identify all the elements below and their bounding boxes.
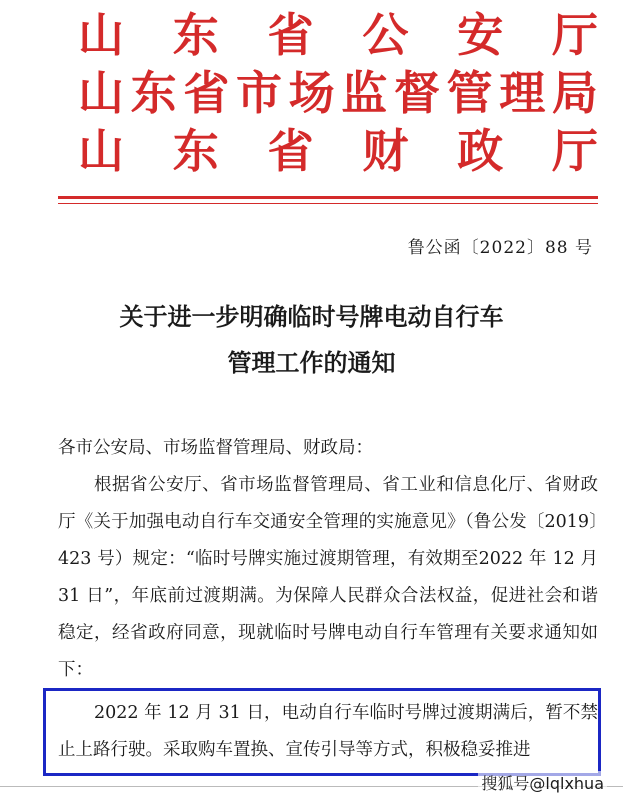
issuer-char: 东 bbox=[172, 8, 219, 62]
issuer-char: 厅 bbox=[551, 124, 598, 178]
issuer-char: 山 bbox=[78, 124, 124, 178]
highlighted-paragraph bbox=[58, 695, 598, 769]
issuer-char: 局 bbox=[551, 66, 598, 120]
issuer-char: 厅 bbox=[551, 8, 598, 62]
issuer-char: 场 bbox=[288, 66, 335, 120]
issuer-char: 市 bbox=[235, 66, 282, 120]
issuer-char: 理 bbox=[499, 66, 546, 120]
title-line-1: 关于进一步明确临时号牌电动自行车 bbox=[119, 302, 504, 331]
issuer-char: 省 bbox=[183, 66, 230, 120]
issuer-char: 公 bbox=[362, 8, 409, 62]
issuer-char: 安 bbox=[457, 8, 504, 62]
issuer-market-supervision bbox=[78, 64, 598, 122]
document-number: 鲁公函〔2022〕88 号 bbox=[407, 238, 593, 258]
issuer-header bbox=[78, 6, 598, 180]
issuer-char: 山 bbox=[78, 8, 124, 62]
issuer-char: 监 bbox=[341, 66, 388, 120]
issuer-char: 财 bbox=[362, 124, 409, 178]
red-divider-thin bbox=[58, 203, 598, 204]
watermark-text: 搜狐号@lqlxhua bbox=[478, 771, 607, 794]
issuer-public-security bbox=[78, 6, 598, 64]
salutation: 各市公安局、市场监督管理局、财政局： bbox=[58, 438, 373, 458]
red-divider-thick bbox=[58, 196, 598, 199]
issuer-finance bbox=[78, 122, 598, 180]
issuer-char: 山 bbox=[78, 66, 124, 120]
issuer-char: 省 bbox=[267, 124, 314, 178]
highlighted-text: 2022 年 12 月 31 日，电动自行车临时号牌过渡期满后，暂不禁止上路行驶。采取购车置换、宣传引导等方式，积极稳妥推进 bbox=[58, 703, 598, 760]
document-title bbox=[0, 294, 623, 386]
issuer-char: 省 bbox=[267, 8, 314, 62]
issuer-char: 东 bbox=[172, 124, 219, 178]
title-line-2: 管理工作的通知 bbox=[227, 348, 396, 377]
document-body bbox=[58, 430, 598, 689]
issuer-char: 东 bbox=[130, 66, 177, 120]
issuer-char: 政 bbox=[457, 124, 504, 178]
issuer-char: 督 bbox=[393, 66, 440, 120]
issuer-char: 管 bbox=[446, 66, 493, 120]
paragraph-1: 根据省公安厅、省市场监督管理局、省工业和信息化厅、省财政厅《关于加强电动自行车交通安全管理的实施意见》（鲁公发〔2019〕423 号）规定：“临时号牌实施过渡期管理，有效期至2022 年 12 月 31 日”，年底前过渡期满。为保障人民群众合法权益，促进社会和谐稳定，经省政府同意，现就临时号牌电动自行车管理有关要求通知如下： bbox=[58, 475, 598, 680]
